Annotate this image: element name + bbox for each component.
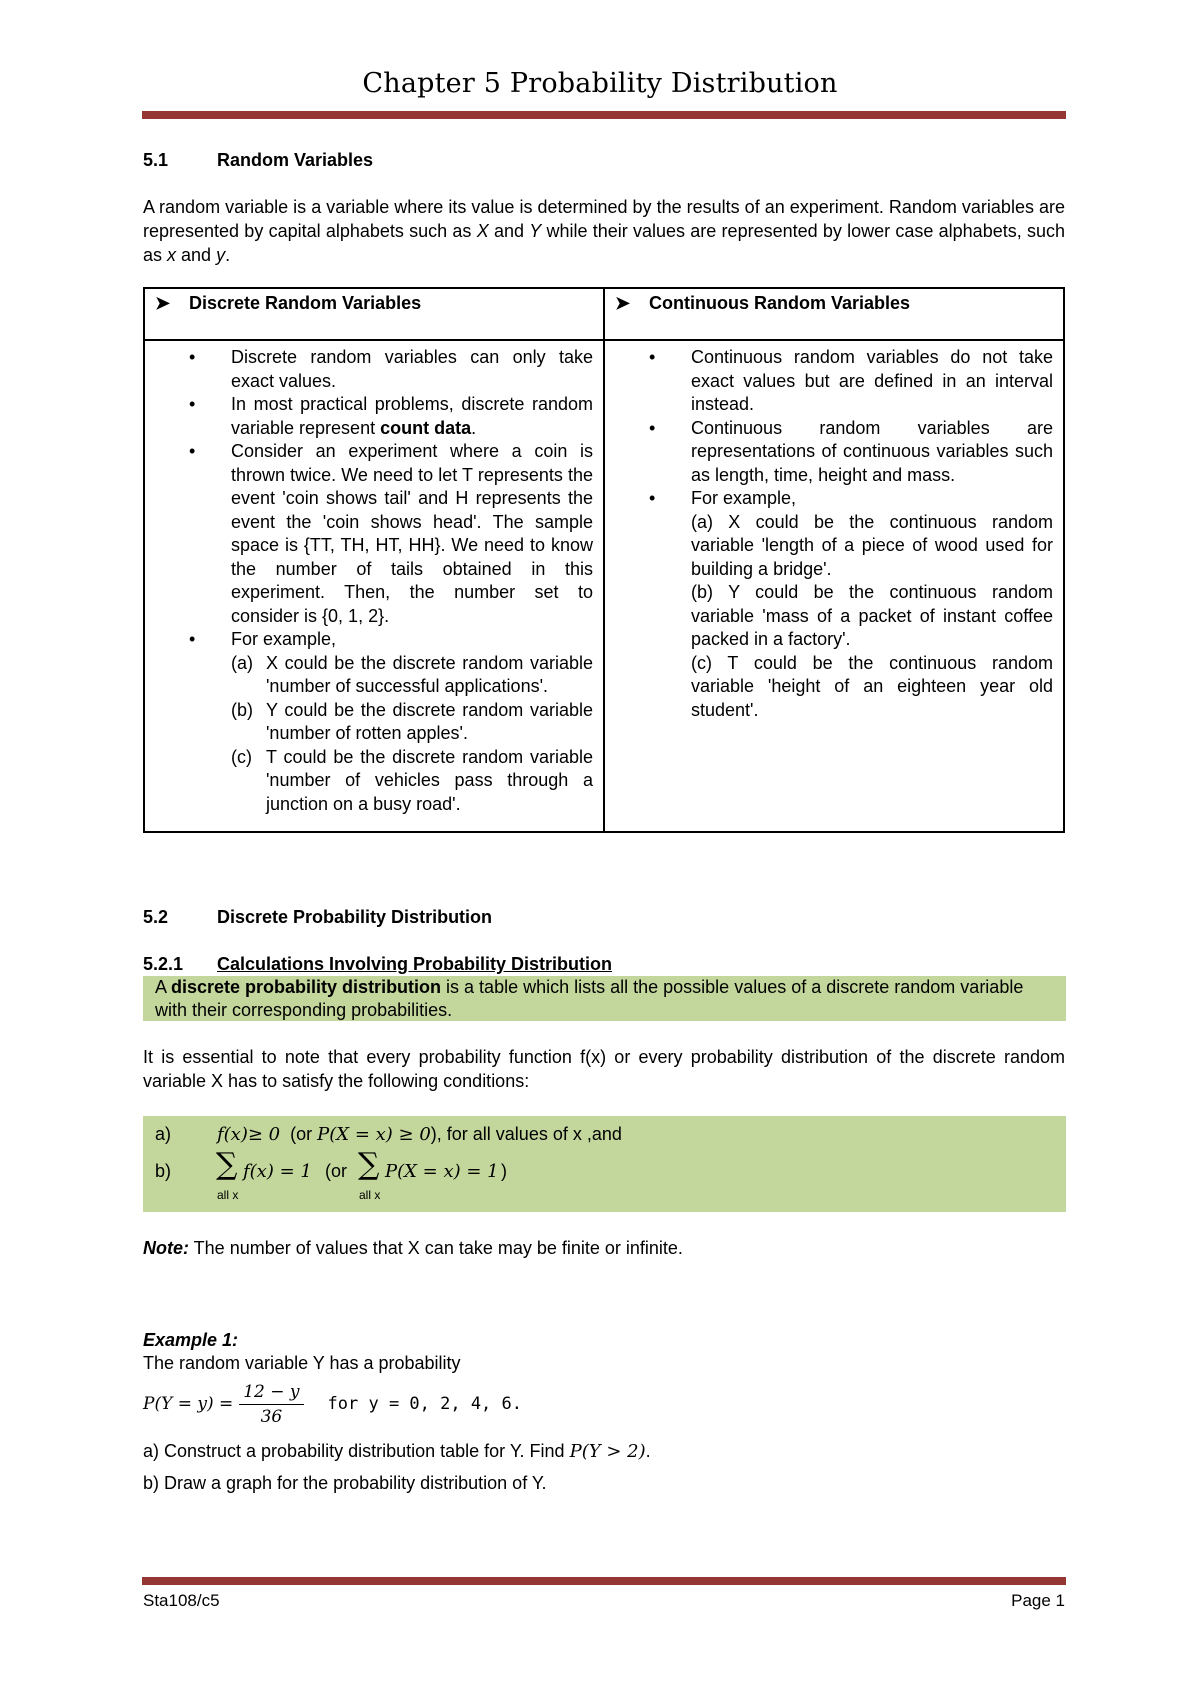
section-5-2-heading (143, 907, 492, 928)
chapter-title: Chapter 5 Probability Distribution (362, 68, 838, 99)
intro-text: A random variable is a variable where its value is determined by the results of an experiment. Random variables are represented by capital alphabets such as (143, 197, 1065, 241)
list-item (605, 487, 1053, 722)
intro-var-X: X (476, 221, 489, 241)
list-item: • Continuous random variables do not take exact values but are defined in an interval instead. (605, 346, 1053, 417)
section-number: 5.2.1 (143, 954, 184, 974)
page-number: Page 1 (1011, 1591, 1065, 1610)
intro-var-x: x (167, 245, 177, 265)
question-a: a) Construct a probability distribution table for Y. Find P(Y > 2). (143, 1441, 651, 1462)
intro-text: . (225, 245, 231, 265)
or-text: (or (290, 1124, 313, 1144)
intro-text: and (488, 221, 530, 241)
sigma-icon: ∑ (358, 1147, 380, 1182)
section-5-2-1-heading (143, 954, 612, 975)
arrow-bullet-icon: ➤ (155, 293, 171, 313)
intro-text: while their values are represented by lower case alphabets, such as (143, 221, 1065, 265)
definition-text: A discrete probability distribution is a table which lists all the possible values of a discrete random variable with their corresponding probabilities. (155, 977, 1024, 1020)
discrete-list (145, 346, 593, 816)
example-item: (b) Y could be the discrete random variable 'number of rotten apples'. (231, 699, 593, 743)
intro-var-Y: Y (529, 221, 542, 241)
condition-b-close: ) (501, 1161, 507, 1181)
list-item: • Discrete random variables can only take exact values. (145, 346, 593, 393)
numerator: 12 − y (239, 1382, 303, 1405)
comparison-table (143, 287, 1065, 833)
section-number: 5.1 (143, 150, 169, 170)
denominator: 36 (260, 1406, 283, 1427)
footer-left: Sta108/c5 (143, 1591, 220, 1610)
list-item: • In most practical problems, discrete random variable represent count data. (145, 393, 593, 440)
arrow-bullet-icon: ➤ (615, 293, 631, 313)
example-item: (a) X could be the discrete random variable 'number of successful applications'. (231, 652, 593, 696)
footer-rule (142, 1577, 1066, 1585)
sum-index: all x (359, 1188, 381, 1202)
intro-text: and (176, 245, 217, 265)
condition-b-math-alt: P(X = x) = 1 (385, 1161, 499, 1182)
formula-range: for y = 0, 2, 4, 6. (327, 1394, 522, 1414)
condition-a-label: a) (155, 1124, 172, 1144)
conditions-box (143, 1116, 1066, 1212)
conditions-intro: It is essential to note that every probability function f(x) or every probability distribution of the discrete random variable X has to satisfy the following conditions: (143, 1047, 1065, 1091)
section-title: Discrete Probability Distribution (217, 907, 493, 927)
question-b: b) Draw a graph for the probability distribution of Y. (143, 1473, 547, 1493)
left-header-cell (144, 288, 604, 340)
intro-var-y: y (216, 245, 226, 265)
note-label: Note: (143, 1238, 189, 1258)
list-item: • Consider an experiment where a coin is thrown twice. We need to let T represents the event 'coin shows tail' and H represents the event the 'coin shows head'. The sample space is {TT, TH, HT, HH}. We need to know the number of tails obtained in this experiment. Then, the number set to consider is {0, 1, 2}. (145, 440, 593, 628)
section-title: Calculations Involving Probability Distribution (217, 954, 613, 974)
header-rule (142, 111, 1066, 119)
table-header-row (144, 288, 1064, 340)
condition-a-math-alt: P(X = x) ≥ 0 (317, 1124, 431, 1145)
list-item: • Continuous random variables are representations of continuous variables such as length, time, height and mass. (605, 417, 1053, 488)
right-header: Continuous Random Variables (649, 293, 911, 313)
formula-fraction (239, 1382, 303, 1427)
or-text: (or (325, 1161, 347, 1181)
sigma-icon: ∑ (216, 1147, 238, 1182)
condition-a-math: f(x)≥ 0 (217, 1124, 281, 1145)
example-item: (c) T could be the continuous random variable 'height of an eighteen year old student'. (691, 652, 1053, 720)
section-5-1-heading (143, 150, 373, 171)
section-number: 5.2 (143, 907, 169, 927)
example-item: (c) T could be the discrete random variable 'number of vehicles pass through a junction on a busy road'. (231, 746, 593, 814)
example-1-intro: The random variable Y has a probability (143, 1353, 461, 1373)
example-1-label: Example 1: (143, 1330, 239, 1350)
table-body-row (144, 340, 1064, 832)
continuous-list (605, 346, 1053, 722)
list-item-label: • For example, (231, 629, 337, 649)
note (143, 1236, 1065, 1260)
sum-index: all x (217, 1188, 239, 1202)
condition-b-math: f(x) = 1 (243, 1161, 312, 1182)
left-header: Discrete Random Variables (189, 293, 422, 313)
condition-a (217, 1124, 622, 1145)
list-item-label: • For example, (691, 488, 797, 508)
formula-lhs: P(Y = y) = (143, 1394, 234, 1414)
list-item (145, 628, 593, 816)
section-title: Random Variables (217, 150, 374, 170)
probability-formula (143, 1378, 522, 1430)
intro-paragraph (143, 195, 1065, 267)
note-text: The number of values that X can take may be finite or infinite. (189, 1238, 683, 1258)
left-body-cell (144, 340, 604, 832)
example-item: (b) Y could be the continuous random variable 'mass of a packet of instant coffee packed in a factory'. (691, 582, 1053, 649)
example-item: (a) X could be the continuous random variable 'length of a piece of wood used for building a bridge'. (691, 511, 1053, 579)
condition-a-tail: ), for all values of x ,and (430, 1124, 622, 1144)
condition-b-label: b) (155, 1161, 172, 1181)
right-body-cell (604, 340, 1064, 832)
definition-box (143, 976, 1066, 1021)
right-header-cell (604, 288, 1064, 340)
